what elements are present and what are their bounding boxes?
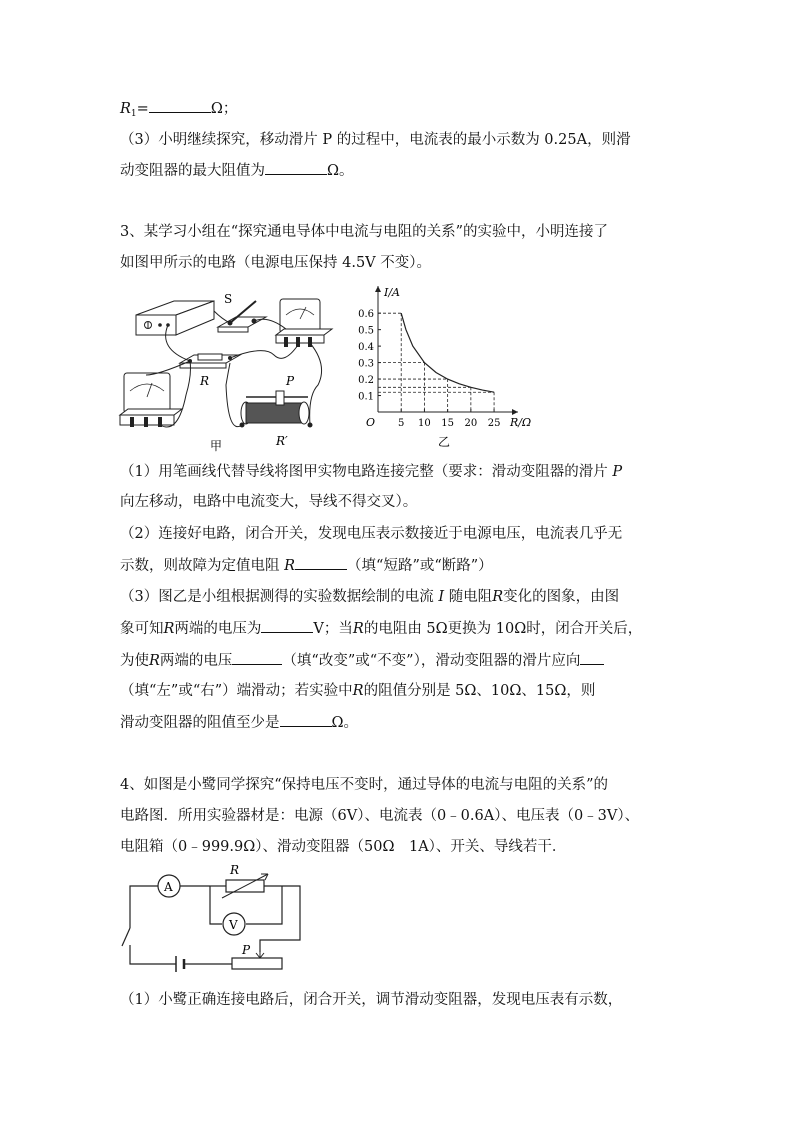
rheostat-symbol: [232, 943, 282, 969]
p3-sub3-text-n: Ω。: [331, 715, 359, 731]
y-tick-label: 0.2: [358, 375, 374, 387]
p3-sub3-text-e: 两端的电压为: [174, 621, 262, 637]
y-axis-arrow: [375, 286, 381, 292]
p3-sub2-line-2: [120, 555, 493, 576]
q3-unit: Ω。: [327, 163, 354, 179]
resistance-label: R: [230, 863, 240, 877]
p3-intro-text-1: 3、某学习小组在“探究通电导体中电流与电阻的关系”的实验中，小明连接了: [120, 224, 609, 240]
p3-sub1-p-symbol: P: [612, 464, 623, 480]
r1-symbol: R: [120, 101, 131, 117]
y-tick-label: 0.6: [358, 309, 374, 321]
p4-intro-1: [120, 775, 608, 795]
figure-jia-caption: 甲: [210, 439, 223, 453]
p3-sub3-line-4: [120, 681, 595, 701]
change-blank[interactable]: [232, 650, 282, 665]
p3-sub3-r-symbol-2: R: [163, 621, 175, 637]
resistance-box-symbol: [222, 863, 268, 898]
y-tick-label: 0.3: [358, 358, 374, 370]
p3-sub1-text-b: 向左移动，电路中电流变大，导线不得交叉）。: [120, 494, 418, 510]
voltmeter-label: V: [229, 918, 238, 932]
p3-sub3-text-g: 的电阻由 5Ω更换为 10Ω时，闭合开关后，: [363, 621, 643, 637]
slider-label: P: [286, 374, 295, 388]
q3-text-1: （3）小明继续探究，移动滑片 P 的过程中，电流表的最小示数为 0.25A，则滑: [120, 132, 631, 148]
p4-sub1-line: [120, 990, 622, 1010]
q3-line-2: [120, 160, 354, 181]
voltmeter-symbol: [223, 913, 245, 935]
ammeter-label: A: [164, 880, 173, 894]
p3-sub2-text-a: （2）连接好电路，闭合开关，发现电压表示数接近于电源电压，电流表几乎无: [120, 526, 623, 542]
x-tick-label: 20: [464, 418, 478, 429]
chart-marks: [378, 313, 494, 412]
p4-intro-text-2: 电路图．所用实验器材是：电源（6V）、电流表（0﹣0.6A）、电压表（0﹣3V）、: [120, 808, 640, 824]
power-supply: [136, 301, 214, 335]
p4-intro-text-1: 4、如图是小鹭同学探究“保持电压不变时，通过导体的电流与电阻的关系”的: [120, 777, 609, 793]
p3-intro-2: [120, 253, 431, 273]
p3-sub1-text-a: （1）用笔画线代替导线将图甲实物电路连接完整（要求：滑动变阻器的滑片: [120, 464, 608, 480]
x-tick-label: 15: [441, 418, 455, 429]
max-resistance-blank[interactable]: [265, 160, 327, 175]
x-tick-label: 5: [398, 418, 405, 429]
p3-sub2-text-b: 示数，则故障为定值电阻: [120, 558, 280, 574]
p3-sub3-text-c: 变化的图象，由图: [503, 589, 620, 605]
p3-sub3-text-m: 滑动变阻器的阻值至少是: [120, 715, 280, 731]
p3-sub3-text-l: 的阻值分别是 5Ω、10Ω、15Ω，则: [363, 683, 596, 699]
y-tick-label: 0.5: [358, 325, 374, 337]
p3-sub3-r-symbol-3: R: [352, 621, 364, 637]
battery-symbol: [176, 956, 184, 972]
p3-sub3-text-i: 两端的电压: [159, 653, 233, 669]
circuit-schematic: [118, 860, 318, 980]
figure-yi-chart: [348, 280, 538, 450]
p3-sub3-text-a: （3）图乙是小组根据测得的实验数据绘制的电流: [120, 589, 434, 605]
min-resistance-blank[interactable]: [280, 712, 332, 727]
x-tick-label: 25: [487, 418, 501, 429]
p3-intro-1: [120, 222, 608, 242]
switch-label: S: [224, 292, 233, 306]
p3-sub3-text-j: （填“改变”或“不变”），滑动变阻器的滑片应向: [282, 653, 581, 669]
direction-blank[interactable]: [580, 650, 604, 665]
p4-sub1-text: （1）小鹭正确连接电路后，闭合开关，调节滑动变阻器，发现电压表有示数，: [120, 992, 623, 1008]
p4-intro-2: [120, 806, 639, 826]
circuit-wires: [130, 886, 300, 964]
switch-s: [218, 292, 266, 332]
p3-sub3-r-symbol: R: [492, 589, 504, 605]
r1-subscript: 1: [130, 109, 137, 119]
p3-sub3-r-symbol-4: R: [149, 653, 160, 669]
p3-sub3-line-2: [120, 618, 642, 639]
ammeter-instrument: [276, 299, 332, 347]
p3-sub3-line-1: [120, 587, 619, 607]
r1-unit: Ω；: [210, 101, 238, 117]
switch-lever: [122, 928, 130, 946]
y-axis-label: I/A: [384, 286, 400, 299]
y-tick-label: 0.4: [358, 342, 374, 354]
figure-yi-caption: 乙: [438, 435, 451, 449]
q3-line-1: [120, 130, 631, 150]
p3-sub3-text-h: 为使: [120, 653, 149, 669]
rheostat-label: R′: [276, 434, 288, 448]
fault-blank[interactable]: [295, 555, 347, 570]
x-tick-label: 10: [418, 418, 431, 429]
p3-sub2-r-symbol: R: [284, 558, 296, 574]
p3-sub3-text-b: 随电阻: [448, 589, 493, 605]
x-axis-arrow: [512, 409, 518, 415]
p3-sub1-line-2: [120, 492, 417, 512]
sliding-rheostat: [240, 374, 313, 448]
slider-p-label: P: [242, 943, 251, 957]
figure-jia-apparatus: [118, 285, 343, 455]
p3-intro-text-2: 如图甲所示的电路（电源电压保持 4.5V 不变）。: [120, 255, 431, 271]
chart-axes: [358, 286, 531, 429]
p3-sub3-line-3: [120, 650, 604, 671]
p3-sub3-i-symbol: I: [438, 589, 445, 605]
ammeter-symbol: [158, 875, 180, 897]
origin-label: O: [366, 416, 376, 429]
resistor-label: R: [200, 374, 210, 388]
p3-sub3-text-f: V；当: [313, 621, 353, 637]
r1-equals: =: [136, 101, 149, 117]
p3-sub3-r-symbol-5: R: [352, 683, 364, 699]
p4-intro-text-3: 电阻箱（0﹣999.9Ω）、滑动变阻器（50Ω 1A）、开关、导线若干．: [120, 839, 567, 855]
p3-sub3-line-5: [120, 712, 358, 733]
p3-sub2-text-c: （填“短路”或“断路”）: [347, 558, 493, 574]
r1-answer-line: [120, 98, 237, 124]
p3-sub3-text-d: 象可知: [120, 621, 164, 637]
p4-intro-3: [120, 837, 566, 857]
voltmeter-instrument: [120, 373, 182, 427]
q3-text-2: 动变阻器的最大阻值为: [120, 163, 265, 179]
x-axis-label: R/Ω: [510, 416, 532, 429]
p3-sub2-line-1: [120, 524, 622, 544]
p3-sub1-line-1: [120, 462, 622, 482]
voltage-blank[interactable]: [261, 618, 313, 633]
r1-blank[interactable]: [149, 98, 211, 113]
y-tick-label: 0.1: [358, 391, 374, 403]
p3-sub3-text-k: （填“左”或“右”）端滑动；若实验中: [120, 683, 353, 699]
